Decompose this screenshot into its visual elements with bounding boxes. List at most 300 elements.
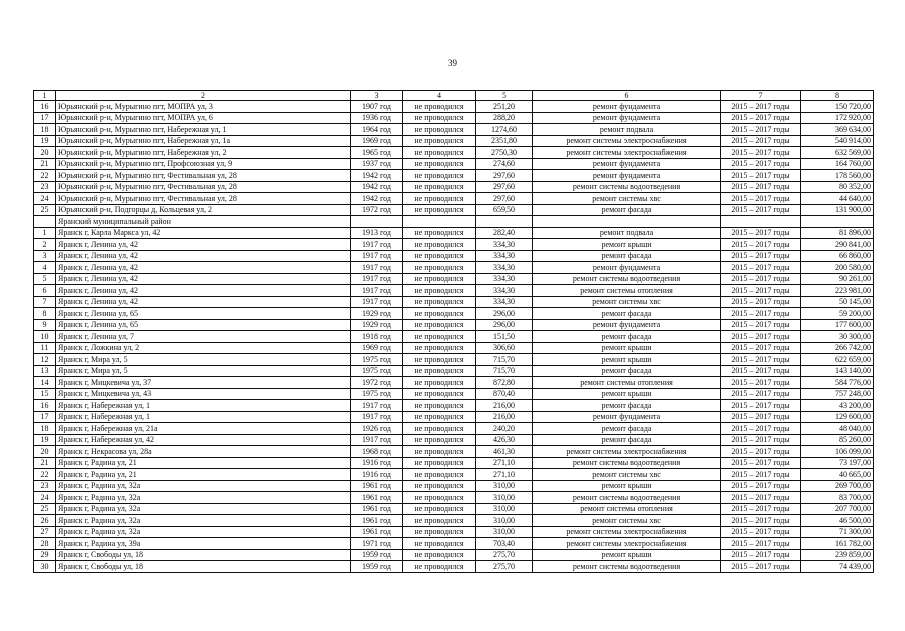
column-number: 3	[351, 91, 403, 101]
cost-cell: 106 099,00	[801, 446, 874, 458]
repair-cell: не проводился	[403, 227, 476, 239]
table-row	[34, 469, 874, 481]
repair-cell: не проводился	[403, 538, 476, 550]
empty-cell	[476, 216, 533, 228]
repair-cell: не проводился	[403, 308, 476, 320]
period-cell: 2015 – 2017 годы	[721, 319, 801, 331]
work-cell: ремонт системы водоотведения	[533, 457, 721, 469]
area-cell: 334,30	[476, 262, 533, 274]
address-cell: Яранск г, Мицкевича ул, 43	[56, 388, 351, 400]
area-cell: 306,60	[476, 342, 533, 354]
work-cell: ремонт системы хвс	[533, 515, 721, 527]
table-row	[34, 158, 874, 170]
year-cell: 1917 год	[351, 411, 403, 423]
cost-cell: 90 261,00	[801, 273, 874, 285]
address-cell: Яранск г, Набережная ул, 1	[56, 400, 351, 412]
repair-cell: не проводился	[403, 250, 476, 262]
column-number: 4	[403, 91, 476, 101]
repair-cell: не проводился	[403, 492, 476, 504]
table-row	[34, 250, 874, 262]
year-cell: 1961 год	[351, 492, 403, 504]
period-cell: 2015 – 2017 годы	[721, 469, 801, 481]
year-cell: 1917 год	[351, 434, 403, 446]
area-cell: 240,20	[476, 423, 533, 435]
table-row	[34, 400, 874, 412]
table-row	[34, 296, 874, 308]
table-row	[34, 365, 874, 377]
work-cell: ремонт системы хвс	[533, 469, 721, 481]
area-cell: 271,10	[476, 457, 533, 469]
repair-cell: не проводился	[403, 101, 476, 113]
table-row	[34, 101, 874, 113]
n-cell: 22	[34, 170, 56, 182]
address-cell: Яранск г, Радина ул, 32а	[56, 492, 351, 504]
table-row	[34, 480, 874, 492]
year-cell: 1942 год	[351, 193, 403, 205]
year-cell: 1968 год	[351, 446, 403, 458]
year-cell: 1917 год	[351, 250, 403, 262]
work-cell: ремонт системы отопления	[533, 503, 721, 515]
n-cell: 28	[34, 538, 56, 550]
period-cell: 2015 – 2017 годы	[721, 492, 801, 504]
repair-cell: не проводился	[403, 135, 476, 147]
work-cell: ремонт фасада	[533, 204, 721, 216]
area-cell: 715,70	[476, 365, 533, 377]
repair-cell: не проводился	[403, 411, 476, 423]
year-cell: 1907 год	[351, 101, 403, 113]
year-cell: 1942 год	[351, 170, 403, 182]
area-cell: 282,40	[476, 227, 533, 239]
area-cell: 2351,80	[476, 135, 533, 147]
n-cell: 25	[34, 204, 56, 216]
table-row	[34, 526, 874, 538]
year-cell: 1972 год	[351, 377, 403, 389]
table-row	[34, 434, 874, 446]
area-cell: 334,30	[476, 296, 533, 308]
work-cell: ремонт фундамента	[533, 319, 721, 331]
repair-cell: не проводился	[403, 181, 476, 193]
n-cell: 16	[34, 400, 56, 412]
period-cell: 2015 – 2017 годы	[721, 170, 801, 182]
period-cell: 2015 – 2017 годы	[721, 285, 801, 297]
year-cell: 1917 год	[351, 400, 403, 412]
address-cell: Яранск г, Мицкевича ул, 37	[56, 377, 351, 389]
year-cell: 1913 год	[351, 227, 403, 239]
period-cell: 2015 – 2017 годы	[721, 549, 801, 561]
period-cell: 2015 – 2017 годы	[721, 503, 801, 515]
address-cell: Яранск г, Радина ул, 32а	[56, 480, 351, 492]
period-cell: 2015 – 2017 годы	[721, 273, 801, 285]
address-cell: Яранск г, Ленина ул, 42	[56, 273, 351, 285]
year-cell: 1916 год	[351, 469, 403, 481]
address-cell: Яранск г, Мира ул, 5	[56, 354, 351, 366]
work-cell: ремонт фундамента	[533, 170, 721, 182]
year-cell: 1965 год	[351, 147, 403, 159]
period-cell: 2015 – 2017 годы	[721, 227, 801, 239]
period-cell: 2015 – 2017 годы	[721, 400, 801, 412]
repair-cell: не проводился	[403, 377, 476, 389]
period-cell: 2015 – 2017 годы	[721, 342, 801, 354]
address-cell: Яранск г, Радина ул, 32а	[56, 526, 351, 538]
area-cell: 870,40	[476, 388, 533, 400]
year-cell: 1959 год	[351, 549, 403, 561]
work-cell: ремонт системы водоотведения	[533, 181, 721, 193]
repair-cell: не проводился	[403, 331, 476, 343]
page-number: 39	[448, 58, 457, 68]
year-cell: 1961 год	[351, 515, 403, 527]
cost-cell: 540 914,00	[801, 135, 874, 147]
empty-cell	[403, 216, 476, 228]
table-row	[34, 308, 874, 320]
address-cell: Яранск г, Ленина ул, 7	[56, 331, 351, 343]
area-cell: 310,00	[476, 515, 533, 527]
period-cell: 2015 – 2017 годы	[721, 112, 801, 124]
period-cell: 2015 – 2017 годы	[721, 446, 801, 458]
address-cell: Юрьянский р-н, Мурыгино пгт, МОПРА ул, 3	[56, 101, 351, 113]
year-cell: 1961 год	[351, 480, 403, 492]
n-cell: 20	[34, 446, 56, 458]
area-cell: 872,80	[476, 377, 533, 389]
n-cell: 13	[34, 365, 56, 377]
repair-cell: не проводился	[403, 319, 476, 331]
n-cell: 23	[34, 181, 56, 193]
n-cell: 24	[34, 193, 56, 205]
year-cell: 1961 год	[351, 503, 403, 515]
period-cell: 2015 – 2017 годы	[721, 538, 801, 550]
n-cell: 5	[34, 273, 56, 285]
n-cell: 22	[34, 469, 56, 481]
table-row	[34, 549, 874, 561]
period-cell: 2015 – 2017 годы	[721, 158, 801, 170]
n-cell: 30	[34, 561, 56, 573]
repair-cell: не проводился	[403, 388, 476, 400]
work-cell: ремонт системы электроснабжения	[533, 147, 721, 159]
address-cell: Яранск г, Мира ул, 5	[56, 365, 351, 377]
address-cell: Яранск г, Ленина ул, 42	[56, 239, 351, 251]
cost-cell: 200 580,00	[801, 262, 874, 274]
table-row	[34, 446, 874, 458]
area-cell: 271,10	[476, 469, 533, 481]
n-cell: 17	[34, 411, 56, 423]
address-cell: Яранск г, Радина ул, 21	[56, 457, 351, 469]
repair-cell: не проводился	[403, 342, 476, 354]
work-cell: ремонт фасада	[533, 250, 721, 262]
year-cell: 1975 год	[351, 354, 403, 366]
work-cell: ремонт подвала	[533, 227, 721, 239]
n-cell: 8	[34, 308, 56, 320]
period-cell: 2015 – 2017 годы	[721, 204, 801, 216]
cost-cell: 239 859,00	[801, 549, 874, 561]
n-cell: 27	[34, 526, 56, 538]
repair-cell: не проводился	[403, 549, 476, 561]
cost-cell: 632 569,00	[801, 147, 874, 159]
year-cell: 1964 год	[351, 124, 403, 136]
year-cell: 1926 год	[351, 423, 403, 435]
year-cell: 1929 год	[351, 319, 403, 331]
n-cell: 10	[34, 331, 56, 343]
column-number-row	[34, 91, 874, 101]
year-cell: 1971 год	[351, 538, 403, 550]
repair-cell: не проводился	[403, 112, 476, 124]
period-cell: 2015 – 2017 годы	[721, 457, 801, 469]
section-title: Яранский муниципальный район	[56, 216, 351, 228]
n-cell: 7	[34, 296, 56, 308]
period-cell: 2015 – 2017 годы	[721, 388, 801, 400]
column-number: 8	[801, 91, 874, 101]
year-cell: 1917 год	[351, 273, 403, 285]
period-cell: 2015 – 2017 годы	[721, 365, 801, 377]
n-cell: 20	[34, 147, 56, 159]
address-cell: Яранск г, Ленина ул, 42	[56, 285, 351, 297]
cost-cell: 48 040,00	[801, 423, 874, 435]
table-row	[34, 331, 874, 343]
address-cell: Юрьянский р-н, Мурыгино пгт, Фестивальная ул, 28	[56, 181, 351, 193]
year-cell: 1959 год	[351, 561, 403, 573]
table-row	[34, 377, 874, 389]
work-cell: ремонт фундамента	[533, 112, 721, 124]
period-cell: 2015 – 2017 годы	[721, 434, 801, 446]
n-cell: 12	[34, 354, 56, 366]
cost-cell: 143 140,00	[801, 365, 874, 377]
section-row	[34, 216, 874, 228]
repair-cell: не проводился	[403, 515, 476, 527]
period-cell: 2015 – 2017 годы	[721, 181, 801, 193]
repair-cell: не проводился	[403, 158, 476, 170]
cost-cell: 80 352,00	[801, 181, 874, 193]
address-cell: Юрьянский р-н, Мурыгино пгт, Набережная ул, 1	[56, 124, 351, 136]
cost-cell: 73 197,00	[801, 457, 874, 469]
table-row	[34, 492, 874, 504]
area-cell: 426,30	[476, 434, 533, 446]
period-cell: 2015 – 2017 годы	[721, 480, 801, 492]
work-cell: ремонт подвала	[533, 124, 721, 136]
cost-cell: 71 300,00	[801, 526, 874, 538]
cost-cell: 129 600,00	[801, 411, 874, 423]
repair-cell: не проводился	[403, 446, 476, 458]
column-number: 1	[34, 91, 56, 101]
repair-cell: не проводился	[403, 170, 476, 182]
n-cell: 6	[34, 285, 56, 297]
repair-cell: не проводился	[403, 296, 476, 308]
address-cell: Яранск г, Ленина ул, 65	[56, 308, 351, 320]
table-row	[34, 112, 874, 124]
n-cell: 24	[34, 492, 56, 504]
table-row	[34, 204, 874, 216]
table-row	[34, 181, 874, 193]
cost-cell: 622 659,00	[801, 354, 874, 366]
area-cell: 334,30	[476, 285, 533, 297]
area-cell: 296,00	[476, 308, 533, 320]
address-cell: Яранск г, Набережная ул, 21а	[56, 423, 351, 435]
work-cell: ремонт системы электроснабжения	[533, 526, 721, 538]
area-cell: 310,00	[476, 492, 533, 504]
repair-cell: не проводился	[403, 469, 476, 481]
section-number-cell	[34, 216, 56, 228]
work-cell: ремонт фундамента	[533, 101, 721, 113]
year-cell: 1936 год	[351, 112, 403, 124]
period-cell: 2015 – 2017 годы	[721, 561, 801, 573]
year-cell: 1929 год	[351, 308, 403, 320]
period-cell: 2015 – 2017 годы	[721, 354, 801, 366]
year-cell: 1972 год	[351, 204, 403, 216]
work-cell: ремонт системы водоотведения	[533, 273, 721, 285]
repair-cell: не проводился	[403, 124, 476, 136]
work-cell: ремонт фундамента	[533, 411, 721, 423]
table-body	[34, 91, 874, 573]
repair-cell: не проводился	[403, 239, 476, 251]
year-cell: 1969 год	[351, 342, 403, 354]
table-row	[34, 457, 874, 469]
cost-cell: 43 200,00	[801, 400, 874, 412]
area-cell: 715,70	[476, 354, 533, 366]
cost-cell: 83 700,00	[801, 492, 874, 504]
address-cell: Яранск г, Ленина ул, 65	[56, 319, 351, 331]
table-row	[34, 124, 874, 136]
table-row	[34, 193, 874, 205]
address-cell: Яранск г, Свободы ул, 18	[56, 561, 351, 573]
period-cell: 2015 – 2017 годы	[721, 526, 801, 538]
work-cell: ремонт системы отопления	[533, 377, 721, 389]
cost-cell: 150 720,00	[801, 101, 874, 113]
area-cell: 216,00	[476, 411, 533, 423]
work-cell: ремонт фасада	[533, 434, 721, 446]
repair-cell: не проводился	[403, 354, 476, 366]
address-cell: Яранск г, Карла Маркса ул, 42	[56, 227, 351, 239]
n-cell: 17	[34, 112, 56, 124]
area-cell: 1274,60	[476, 124, 533, 136]
cost-cell: 161 782,00	[801, 538, 874, 550]
table-row	[34, 515, 874, 527]
cost-cell: 223 981,00	[801, 285, 874, 297]
cost-cell: 584 776,00	[801, 377, 874, 389]
repair-cell: не проводился	[403, 400, 476, 412]
year-cell: 1961 год	[351, 526, 403, 538]
area-cell: 151,50	[476, 331, 533, 343]
area-cell: 310,00	[476, 480, 533, 492]
address-cell: Яранск г, Набережная ул, 42	[56, 434, 351, 446]
cost-cell: 40 665,00	[801, 469, 874, 481]
n-cell: 29	[34, 549, 56, 561]
column-number: 6	[533, 91, 721, 101]
area-cell: 703,40	[476, 538, 533, 550]
period-cell: 2015 – 2017 годы	[721, 515, 801, 527]
work-cell: ремонт системы водоотведения	[533, 561, 721, 573]
n-cell: 18	[34, 124, 56, 136]
table-row	[34, 319, 874, 331]
empty-cell	[351, 216, 403, 228]
cost-cell: 81 896,00	[801, 227, 874, 239]
cost-cell: 266 742,00	[801, 342, 874, 354]
area-cell: 251,20	[476, 101, 533, 113]
empty-cell	[801, 216, 874, 228]
period-cell: 2015 – 2017 годы	[721, 147, 801, 159]
period-cell: 2015 – 2017 годы	[721, 262, 801, 274]
period-cell: 2015 – 2017 годы	[721, 193, 801, 205]
work-cell: ремонт системы электроснабжения	[533, 135, 721, 147]
period-cell: 2015 – 2017 годы	[721, 331, 801, 343]
work-cell: ремонт крыши	[533, 239, 721, 251]
table-row	[34, 561, 874, 573]
cost-cell: 207 700,00	[801, 503, 874, 515]
area-cell: 310,00	[476, 503, 533, 515]
table-row	[34, 411, 874, 423]
column-number: 5	[476, 91, 533, 101]
repair-cell: не проводился	[403, 503, 476, 515]
area-cell: 297,60	[476, 170, 533, 182]
work-cell: ремонт крыши	[533, 549, 721, 561]
period-cell: 2015 – 2017 годы	[721, 377, 801, 389]
repair-cell: не проводился	[403, 434, 476, 446]
repair-cell: не проводился	[403, 262, 476, 274]
work-cell: ремонт системы электроснабжения	[533, 538, 721, 550]
repair-cell: не проводился	[403, 423, 476, 435]
area-cell: 334,30	[476, 273, 533, 285]
n-cell: 19	[34, 434, 56, 446]
address-cell: Юрьянский р-н, Мурыгино пгт, МОПРА ул, 6	[56, 112, 351, 124]
column-number: 7	[721, 91, 801, 101]
year-cell: 1969 год	[351, 135, 403, 147]
n-cell: 21	[34, 158, 56, 170]
work-cell: ремонт крыши	[533, 354, 721, 366]
area-cell: 216,00	[476, 400, 533, 412]
cost-cell: 44 640,00	[801, 193, 874, 205]
period-cell: 2015 – 2017 годы	[721, 135, 801, 147]
address-cell: Яранск г, Радина ул, 21	[56, 469, 351, 481]
area-cell: 297,60	[476, 181, 533, 193]
work-cell: ремонт фасада	[533, 400, 721, 412]
repair-cell: не проводился	[403, 193, 476, 205]
n-cell: 16	[34, 101, 56, 113]
address-cell: Яранск г, Свободы ул, 18	[56, 549, 351, 561]
address-cell: Яранск г, Радина ул, 32а	[56, 515, 351, 527]
repair-cell: не проводился	[403, 204, 476, 216]
cost-cell: 74 439,00	[801, 561, 874, 573]
empty-cell	[721, 216, 801, 228]
year-cell: 1916 год	[351, 457, 403, 469]
table-row	[34, 239, 874, 251]
cost-cell: 131 900,00	[801, 204, 874, 216]
table-row	[34, 388, 874, 400]
repair-cell: не проводился	[403, 365, 476, 377]
year-cell: 1917 год	[351, 262, 403, 274]
repair-cell: не проводился	[403, 561, 476, 573]
n-cell: 3	[34, 250, 56, 262]
address-cell: Юрьянский р-н, Мурыгино пгт, Профсоюзная ул, 9	[56, 158, 351, 170]
n-cell: 18	[34, 423, 56, 435]
work-cell: ремонт крыши	[533, 342, 721, 354]
cost-cell: 290 841,00	[801, 239, 874, 251]
address-cell: Юрьянский р-н, Мурыгино пгт, Фестивальная ул, 28	[56, 193, 351, 205]
n-cell: 1	[34, 227, 56, 239]
column-number: 2	[56, 91, 351, 101]
address-cell: Яранск г, Ленина ул, 42	[56, 250, 351, 262]
work-cell: ремонт системы отопления	[533, 285, 721, 297]
area-cell: 310,00	[476, 526, 533, 538]
period-cell: 2015 – 2017 годы	[721, 124, 801, 136]
work-cell: ремонт фасада	[533, 365, 721, 377]
address-cell: Яранск г, Набережная ул, 1	[56, 411, 351, 423]
table-row	[34, 503, 874, 515]
n-cell: 11	[34, 342, 56, 354]
table-row	[34, 135, 874, 147]
table-row	[34, 423, 874, 435]
table-row	[34, 227, 874, 239]
cost-cell: 178 560,00	[801, 170, 874, 182]
area-cell: 274,60	[476, 158, 533, 170]
cost-cell: 269 700,00	[801, 480, 874, 492]
period-cell: 2015 – 2017 годы	[721, 423, 801, 435]
address-cell: Юрьянский р-н, Мурыгино пгт, Фестивальная ул, 28	[56, 170, 351, 182]
